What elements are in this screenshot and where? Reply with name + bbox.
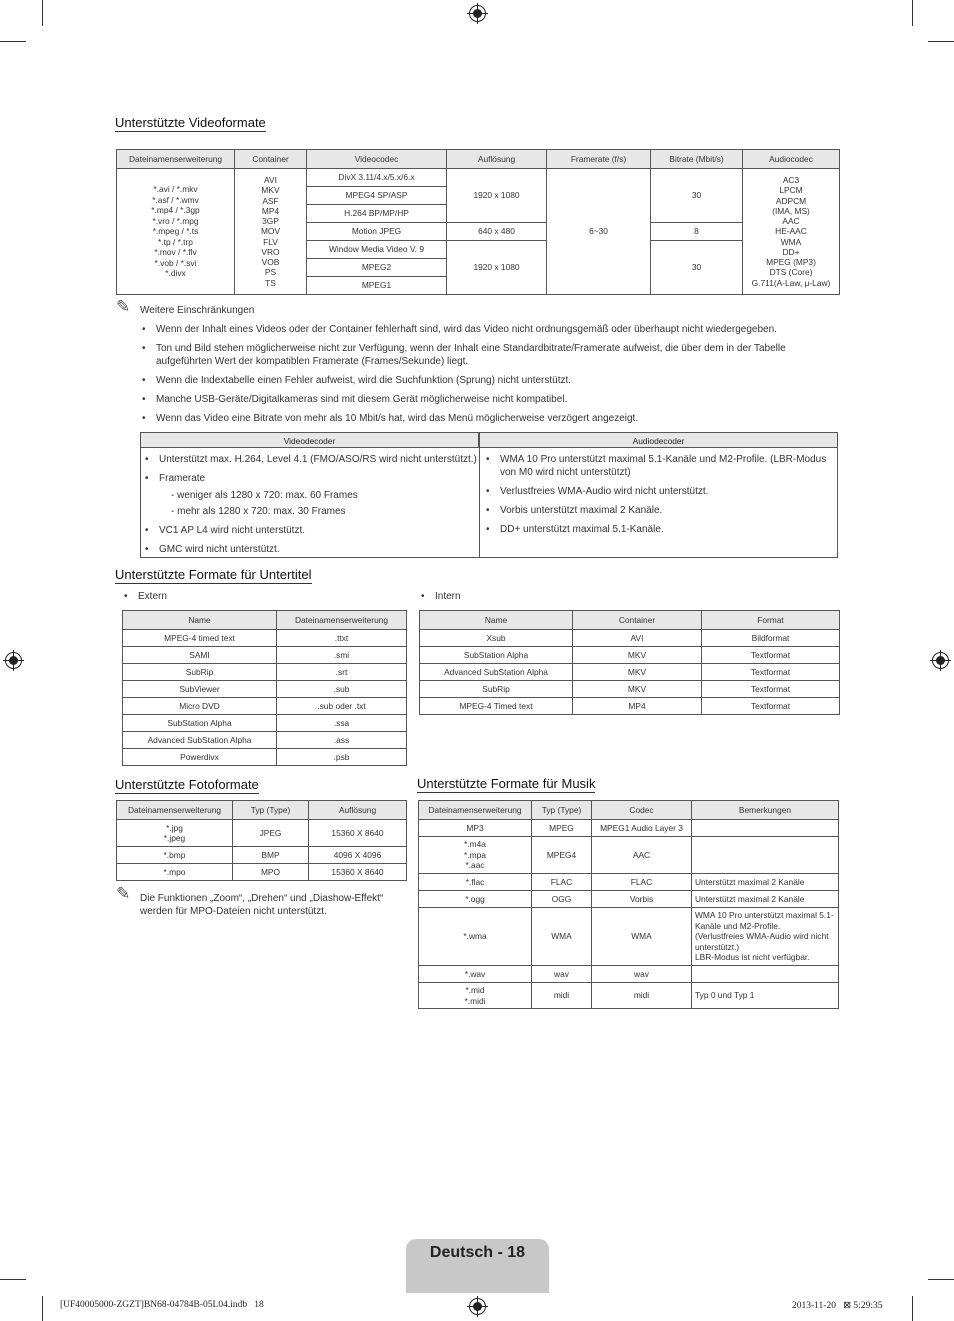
note-pencil-icon: ✎ — [116, 297, 131, 316]
resolution-cell: 1920 x 1080 — [447, 169, 547, 223]
header-cell: Audiocodec — [743, 150, 840, 169]
table-cell: MPEG-4 Timed text — [420, 698, 573, 715]
video-decoder-list-2 — [141, 524, 477, 556]
header-cell: Name — [123, 611, 277, 630]
crop-mark — [42, 0, 43, 26]
table-cell: AAC — [592, 837, 692, 874]
intern-label-list — [417, 590, 461, 603]
registration-mark-icon — [5, 652, 22, 669]
codec-cell: MPEG2 — [307, 259, 447, 277]
header-cell: Dateinamenserweiterung — [117, 801, 233, 820]
header-cell: Bitrate (Mbit/s) — [651, 150, 743, 169]
table-cell: FLAC — [532, 874, 592, 891]
header-cell: Codec — [592, 801, 692, 820]
crop-mark — [0, 1279, 26, 1280]
table-cell: 15360 X 8640 — [309, 864, 407, 881]
extern-subtitle-table — [122, 610, 407, 766]
photo-format-table — [116, 800, 407, 881]
header-cell: Bemerkungen — [692, 801, 839, 820]
list-item: • WMA 10 Pro unterstützt maximal 5.1-Kanäle und M2-Profile. (LBR-Modus von M0 wird nicht unterstützt) — [482, 453, 832, 479]
table-cell: .sub oder .txt — [277, 698, 407, 715]
table-cell: *.m4a *.mpa *.aac — [419, 837, 532, 874]
intern-subtitle-table — [419, 610, 840, 715]
table-cell: WMA 10 Pro unterstützt maximal 5.1-Kanäle und M2-Profile. (Verlustfreies WMA-Audio wird nicht unterstützt.) LBR-Modus ist nicht verfügbar. — [692, 908, 839, 966]
table-cell: Xsub — [420, 630, 573, 647]
list-item: • Unterstützt max. H.264, Level 4.1 (FMO/ASO/RS wird nicht unterstützt.) — [141, 453, 477, 466]
table-cell: Unterstützt maximal 2 Kanäle — [692, 874, 839, 891]
registration-mark-icon — [932, 652, 949, 669]
table-cell: *.jpg *.jpeg — [117, 820, 233, 847]
bitrate-cell: 30 — [651, 241, 743, 295]
header-cell: Typ (Type) — [532, 801, 592, 820]
codec-cell: Window Media Video V. 9 — [307, 241, 447, 259]
table-cell: SubStation Alpha — [123, 715, 277, 732]
table-cell: MPEG-4 timed text — [123, 630, 277, 647]
table-cell: WMA — [592, 908, 692, 966]
crop-mark — [928, 41, 954, 42]
header-cell: Framerate (f/s) — [547, 150, 651, 169]
table-cell: Bildformat — [702, 630, 840, 647]
table-cell: MPEG1 Audio Layer 3 — [592, 820, 692, 837]
table-cell: MP3 — [419, 820, 532, 837]
list-item: • VC1 AP L4 wird nicht unterstützt. — [141, 524, 477, 537]
table-cell: AVI — [573, 630, 702, 647]
video-format-table — [116, 149, 840, 295]
table-cell: Vorbis — [592, 891, 692, 908]
video-decoder-list — [141, 453, 477, 489]
table-cell: MKV — [573, 647, 702, 664]
footer-file-info: [UF40005000-ZGZT]BN68-04784B-05L04.indb 18 — [60, 1300, 264, 1310]
table-cell: MPO — [233, 864, 309, 881]
subtitles-section-title: Unterstützte Formate für Untertitel — [115, 567, 312, 582]
table-cell: Textformat — [702, 698, 840, 715]
table-cell: midi — [592, 983, 692, 1009]
table-cell — [692, 820, 839, 837]
list-item: • DD+ unterstützt maximal 5.1-Kanäle. — [482, 523, 832, 536]
crop-mark — [928, 1279, 954, 1280]
list-item: • Ton und Bild stehen möglicherweise nicht zur Verfügung, wenn der Inhalt eine Standardbitrate/Framerate aufweist, die über dem in der Tabelle aufgeführten Wert der kompatiblen Framerate (Frames/Sekunde) liegt. — [138, 342, 838, 368]
extern-label: • Extern — [120, 590, 167, 603]
registration-mark-icon — [469, 5, 486, 22]
header-cell: Videocodec — [307, 150, 447, 169]
table-cell: .ttxt — [277, 630, 407, 647]
photo-note: Die Funktionen „Zoom“, „Drehen“ und „Diashow-Effekt“ werden für MPO-Dateien nicht unterstützt. — [140, 893, 384, 917]
table-cell: .ssa — [277, 715, 407, 732]
restrictions-title: Weitere Einschränkungen — [140, 305, 255, 316]
containers-cell: AVI MKV ASF MP4 3GP MOV FLV VRO VOB PS TS — [235, 169, 307, 295]
header-cell: Dateinamenserweiterung — [117, 150, 235, 169]
registration-mark-icon — [469, 1298, 486, 1315]
list-item: • Vorbis unterstützt maximal 2 Kanäle. — [482, 504, 832, 517]
table-cell: Advanced SubStation Alpha — [123, 732, 277, 749]
note-pencil-icon: ✎ — [116, 884, 131, 903]
table-cell: .smi — [277, 647, 407, 664]
framerate-sub: - weniger als 1280 x 720: max. 60 Frames — [171, 490, 358, 501]
header-cell: Name — [420, 611, 573, 630]
list-item: • Wenn der Inhalt eines Videos oder der Container fehlerhaft sind, wird das Video nicht ordnungsgemäß oder überhaupt nicht wiedergegeben. — [138, 323, 838, 336]
header-cell: Dateinamenserweiterung — [419, 801, 532, 820]
codec-cell: Motion JPEG — [307, 223, 447, 241]
table-cell: WMA — [532, 908, 592, 966]
table-cell: MPEG4 — [532, 837, 592, 874]
video-section-title: Unterstützte Videoformate — [115, 115, 266, 130]
list-item: • Framerate — [141, 472, 477, 485]
decoder-table — [140, 432, 838, 558]
table-cell: SubStation Alpha — [420, 647, 573, 664]
codec-cell: MPEG4 SP/ASP — [307, 187, 447, 205]
table-cell: FLAC — [592, 874, 692, 891]
extensions-cell: *.avi / *.mkv *.asf / *.wmv *.mp4 / *.3gp *.vro / *.mpg *.mpeg / *.ts *.tp / *.trp *.mov / *.flv *.vob / *.svi *.divx — [117, 169, 235, 295]
header-cell: Format — [702, 611, 840, 630]
crop-mark — [0, 41, 26, 42]
table-cell: MP4 — [573, 698, 702, 715]
bitrate-cell: 8 — [651, 223, 743, 241]
photo-section-title: Unterstützte Fotoformate — [115, 777, 259, 792]
audio-decoder-list — [482, 453, 832, 536]
video-decoder-header: Videodecoder — [140, 432, 479, 448]
resolution-cell: 640 x 480 — [447, 223, 547, 241]
table-cell: wav — [532, 966, 592, 983]
table-cell: Typ 0 und Typ 1 — [692, 983, 839, 1009]
music-format-table — [418, 800, 839, 1009]
table-cell: Unterstützt maximal 2 Kanäle — [692, 891, 839, 908]
audio-decoder-header: Audiodecoder — [479, 432, 838, 448]
footer-timestamp: 2013-11-20 ⊠ 5:29:35 — [792, 1301, 883, 1311]
header-cell: Auflösung — [447, 150, 547, 169]
table-cell: wav — [592, 966, 692, 983]
table-cell: SubRip — [420, 681, 573, 698]
page-label: Deutsch - 18 — [429, 1244, 526, 1261]
table-cell: *.flac — [419, 874, 532, 891]
table-cell: SAMI — [123, 647, 277, 664]
codec-cell: H.264 BP/MP/HP — [307, 205, 447, 223]
table-cell: .ass — [277, 732, 407, 749]
resolution-cell: 1920 x 1080 — [447, 241, 547, 295]
list-item: • Wenn die Indextabelle einen Fehler aufweist, wird die Suchfunktion (Sprung) nicht unterstützt. — [138, 374, 838, 387]
table-cell: MKV — [573, 681, 702, 698]
bitrate-cell: 30 — [651, 169, 743, 223]
table-cell: Advanced SubStation Alpha — [420, 664, 573, 681]
table-cell: JPEG — [233, 820, 309, 847]
table-cell: *.wav — [419, 966, 532, 983]
table-cell: .sub — [277, 681, 407, 698]
table-cell: Micro DVD — [123, 698, 277, 715]
header-cell: Container — [573, 611, 702, 630]
header-cell: Auflösung — [309, 801, 407, 820]
list-item: • Verlustfreies WMA-Audio wird nicht unterstützt. — [482, 485, 832, 498]
table-cell: Powerdivx — [123, 749, 277, 766]
table-cell: Textformat — [702, 664, 840, 681]
header-cell: Typ (Type) — [233, 801, 309, 820]
audiocodec-cell: AC3 LPCM ADPCM (IMA, MS) AAC HE-AAC WMA DD+ MPEG (MP3) DTS (Core) G.711(A-Law, μ-Law) — [743, 169, 840, 295]
table-cell — [692, 966, 839, 983]
table-cell: .srt — [277, 664, 407, 681]
list-item: • Manche USB-Geräte/Digitalkameras sind mit diesem Gerät möglicherweise nicht kompatibel. — [138, 393, 838, 406]
crop-mark — [912, 1296, 913, 1321]
table-cell: *.bmp — [117, 847, 233, 864]
framerate-cell: 6~30 — [547, 169, 651, 295]
music-section-title: Unterstützte Formate für Musik — [417, 776, 596, 791]
framerate-sub: - mehr als 1280 x 720: max. 30 Frames — [171, 506, 346, 517]
extern-label-list — [120, 590, 167, 603]
table-cell: *.mid *.midi — [419, 983, 532, 1009]
header-cell: Dateinamenserweiterung — [277, 611, 407, 630]
crop-mark — [912, 0, 913, 26]
header-cell: Container — [235, 150, 307, 169]
table-cell: BMP — [233, 847, 309, 864]
codec-cell: MPEG1 — [307, 277, 447, 295]
table-cell: 15360 X 8640 — [309, 820, 407, 847]
table-cell: MKV — [573, 664, 702, 681]
table-cell: Textformat — [702, 647, 840, 664]
table-cell: SubViewer — [123, 681, 277, 698]
table-cell: *.wma — [419, 908, 532, 966]
table-cell: Textformat — [702, 681, 840, 698]
list-item: • GMC wird nicht unterstützt. — [141, 543, 477, 556]
table-cell: *.mpo — [117, 864, 233, 881]
codec-cell: DivX 3.11/4.x/5.x/6.x — [307, 169, 447, 187]
list-item: • Wenn das Video eine Bitrate von mehr als 10 Mbit/s hat, wird das Menü möglicherweise verzögert angezeigt. — [138, 412, 838, 425]
table-cell: 4096 X 4096 — [309, 847, 407, 864]
table-cell — [692, 837, 839, 874]
crop-mark — [42, 1296, 43, 1321]
table-cell: midi — [532, 983, 592, 1009]
intern-label: • Intern — [417, 590, 461, 603]
table-cell: MPEG — [532, 820, 592, 837]
restrictions-list — [138, 323, 838, 425]
table-cell: .psb — [277, 749, 407, 766]
table-cell: OGG — [532, 891, 592, 908]
table-cell: SubRip — [123, 664, 277, 681]
table-cell: *.ogg — [419, 891, 532, 908]
divider — [479, 448, 480, 558]
